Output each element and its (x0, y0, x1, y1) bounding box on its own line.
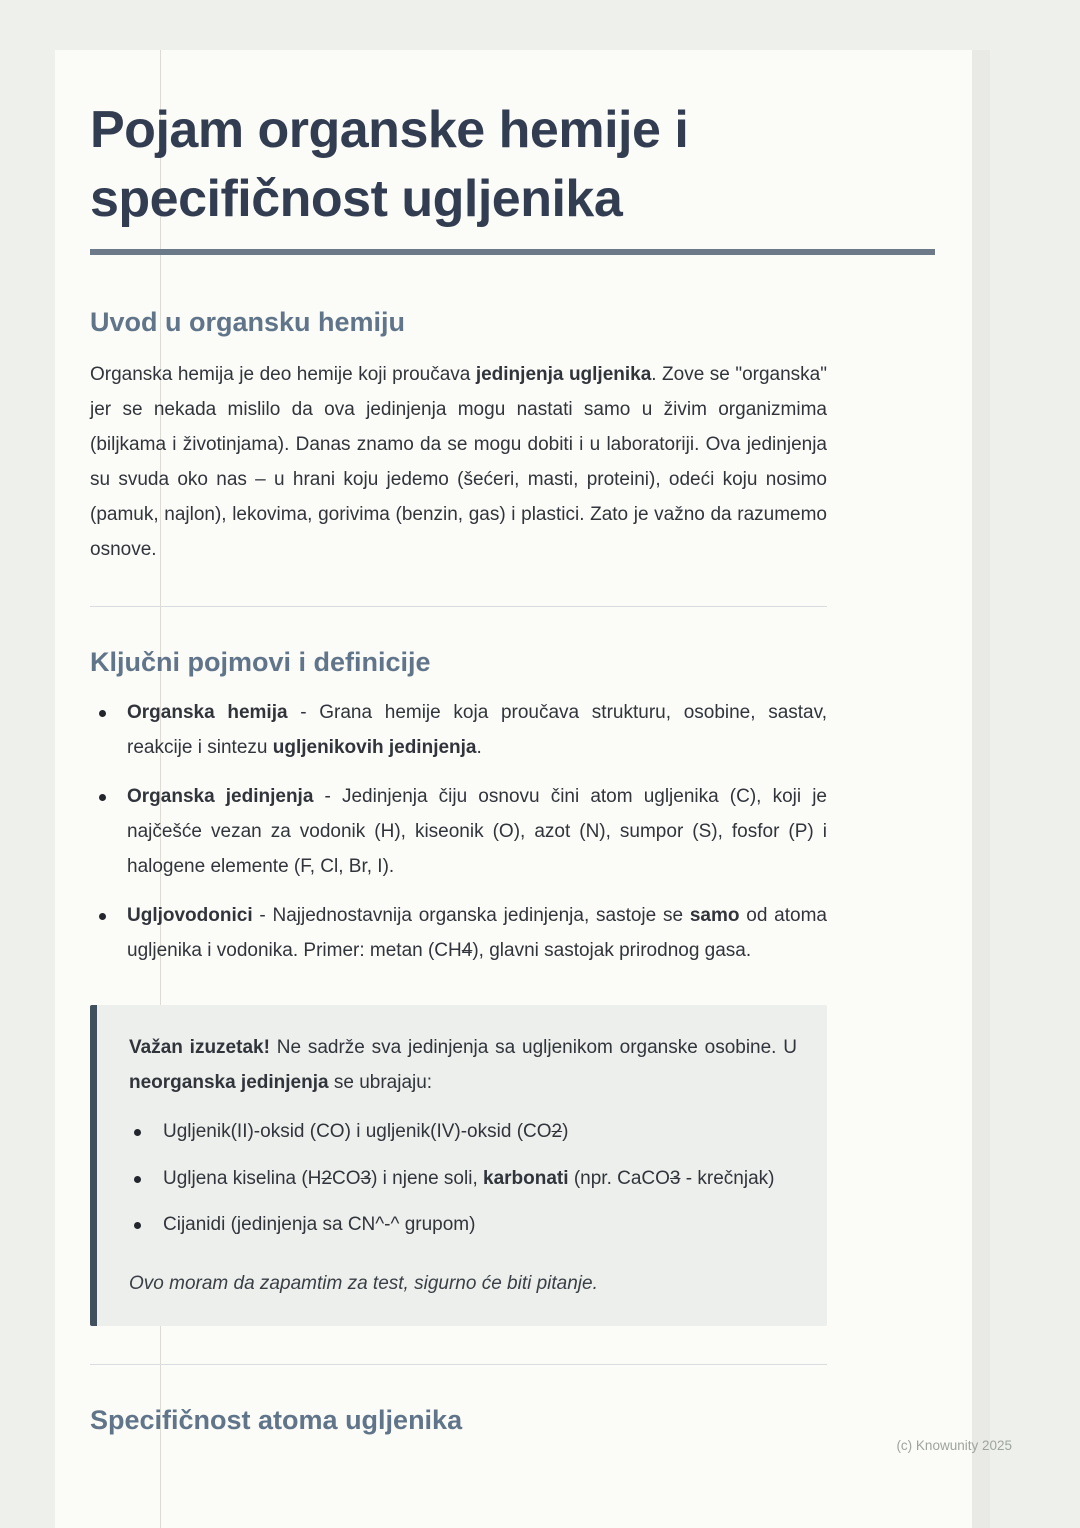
callout-list (129, 1115, 797, 1244)
page-edge-shadow (972, 50, 990, 1528)
callout-intro: Važan izuzetak! Ne sadrže sva jedinjenja sa ugljenikom organske osobine. U neorganska jedinjenja se ubrajaju: (129, 1036, 797, 1093)
section-key-terms (90, 647, 945, 969)
key-terms-list (90, 696, 827, 969)
callout-item: Ugljena kiselina (H2CO3) i njene soli, karbonati (npr. CaCO3 - krečnjak) (129, 1162, 797, 1197)
section-heading-carbon: Specifičnost atoma ugljenika (90, 1404, 463, 1435)
intro-paragraph: Organska hemija je deo hemije koji proučava jedinjenja ugljenika. Zove se "organska" jer se nekada mislilo da ova jedinjenja mogu nastati samo u živim organizmima (biljkama i životinjama). Danas znamo da se mogu dobiti i u laboratoriji. Ova jedinjenja su svuda oko nas – u hrani koju jedemo (šećeri, masti, proteini), odeći koju nosimo (pamuk, najlon), lekovima, gorivima (benzin, gas) i plastici. Zato je važno da razumemo osnove. (90, 364, 827, 561)
important-exception-callout (90, 1005, 827, 1326)
page-title: Pojam organske hemije i specifičnost ugljenika (90, 101, 689, 228)
document-content (55, 50, 945, 1436)
section-heading-intro: Uvod u organsku hemiju (90, 307, 406, 338)
section-divider-1 (90, 606, 827, 607)
section-carbon (90, 1405, 945, 1436)
section-heading-key-terms: Ključni pojmovi i definicije (90, 646, 431, 677)
title-underline-rule (90, 249, 935, 255)
notebook-paper (55, 50, 990, 1528)
section-divider-2 (90, 1364, 827, 1365)
key-term-item: Organska jedinjenja - Jedinjenja čiju osnovu čini atom ugljenika (C), koji je najčešće vezan za vodonik (H), kiseonik (O), azot (N), sumpor (S), fosfor (P) i halogene elemente (F, Cl, Br, I). (90, 780, 827, 885)
key-term-item: Ugljovodonici - Najjednostavnija organska jedinjenja, sastoje se samo od atoma ugljenika i vodonika. Primer: metan (CH4), glavni sastojak prirodnog gasa. (90, 899, 827, 969)
callout-note: Ovo moram da zapamtim za test, sigurno će biti pitanje. (129, 1273, 598, 1295)
section-intro (90, 307, 945, 568)
callout-item: Ugljenik(II)-oksid (CO) i ugljenik(IV)-oksid (CO2) (129, 1115, 797, 1150)
key-term-item: Organska hemija - Grana hemije koja proučava strukturu, osobine, sastav, reakcije i sintezu ugljenikovih jedinjenja. (90, 696, 827, 766)
callout-item: Cijanidi (jedinjenja sa CN^-^ grupom) (129, 1208, 797, 1243)
watermark-credit: (c) Knowunity 2025 (896, 1438, 1012, 1453)
